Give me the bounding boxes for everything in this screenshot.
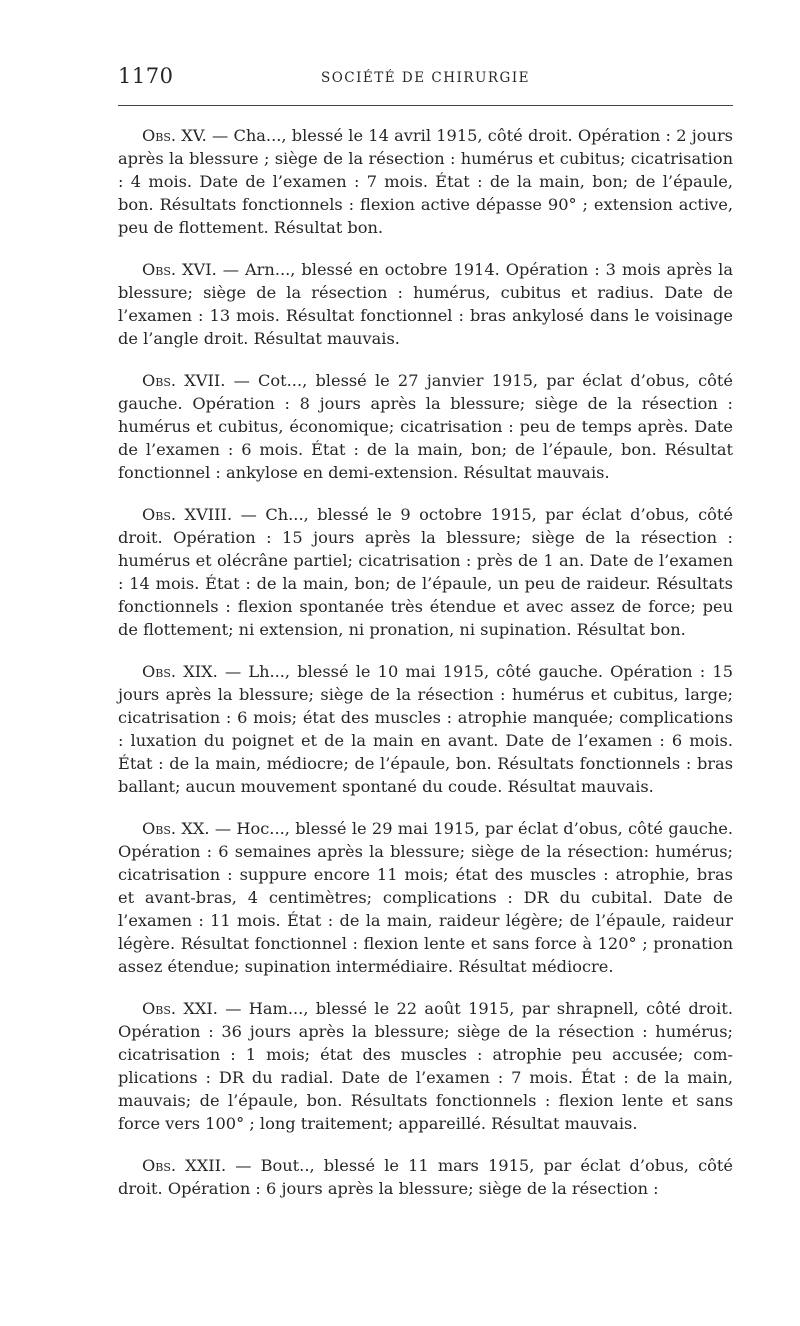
observation-19 bbox=[118, 660, 733, 798]
observation-15 bbox=[118, 124, 733, 239]
body-text bbox=[118, 124, 733, 1219]
observation-21 bbox=[118, 997, 733, 1135]
page-header bbox=[118, 62, 733, 92]
observation-text: — Hoc..., blessé le 29 mai 1915, par éclat d’obus, côté gauche. Opération : 6 semaines après la blessure; siège de la résection: humérus; cicatrisation : suppure encore 11 mois; état des muscles : atrophie, bras et avant-bras, 4 centimètres; complications : DR du cubital. Date de l’examen : 11 mois. État : de la main, raideur légère; de l’épaule, raideur légère. Résultat fonctionnel : flexion lente et sans force à 120° ; pronation assez étendue; supination intermédiaire. Résultat médiocre. bbox=[118, 819, 733, 976]
observation-17 bbox=[118, 369, 733, 484]
observation-label: Obs. XVI. bbox=[142, 260, 217, 279]
observation-20 bbox=[118, 817, 733, 978]
observation-label: Obs. XV. bbox=[142, 126, 207, 145]
observation-text: — Cot..., blessé le 27 janvier 1915, par éclat d’obus, côté gauche. Opération : 8 jours après la blessure; siège de la résection : humérus et cubitus, économique; cicatrisation : peu de temps après. Date de l’examen : 6 mois. État : de la main, bon; de l’épaule, bon. Résultat fonctionnel : ankylose en demi-extension. Résultat mauvais. bbox=[118, 371, 733, 482]
observation-label: Obs. XXI. bbox=[142, 999, 218, 1018]
observation-16 bbox=[118, 258, 733, 350]
observation-text: — Cha..., blessé le 14 avril 1915, côté droit. Opération : 2 jours après la blessure ; siège de la résection : humérus et cubitus; cicatrisation : 4 mois. Date de l’examen : 7 mois. État : de la main, bon; de l’épaule, bon. Résultats fonctionnels : flexion active dépasse 90° ; extension active, peu de flottement. Résultat bon. bbox=[118, 126, 733, 237]
observation-text: — Bout.., blessé le 11 mars 1915, par éclat d’obus, côté droit. Opération : 6 jours après la blessure; siège de la résection : bbox=[118, 1156, 733, 1198]
running-title: SOCIÉTÉ DE CHIRURGIE bbox=[320, 70, 531, 86]
observation-label: Obs. XIX. bbox=[142, 662, 218, 681]
observation-22 bbox=[118, 1154, 733, 1200]
observation-text: — Lh..., blessé le 10 mai 1915, côté gauche. Opération : 15 jours après la blessure; siège de la résection : humérus et cubitus, large; cicatrisation : 6 mois; état des muscles : atrophie manquée; complications : luxation du poignet et de la main en avant. Date de l’examen : 6 mois. État : de la main, médiocre; de l’épaule, bon. Résultats fonctionnels : bras ballant; aucun mouvement spontané du coude. Résultat mauvais. bbox=[118, 662, 733, 796]
observation-text: — Ch..., blessé le 9 octobre 1915, par éclat d’obus, côté droit. Opération : 15 jours après la blessure; siège de la résection : humérus et olécrâne partiel; cicatrisation : près de 1 an. Date de l’examen : 14 mois. État : de la main, bon; de l’épaule, un peu de raideur. Résultats fonctionnels : flexion spontanée très étendue et avec assez de force; peu de flottement; ni extension, ni pronation, ni supination. Résultat bon. bbox=[118, 505, 733, 639]
observation-label: Obs. XVIII. bbox=[142, 505, 233, 524]
header-rule bbox=[118, 105, 733, 106]
observation-text: — Arn..., blessé en octobre 1914. Opération : 3 mois après la blessure; siège de la résection : humérus, cubitus et radius. Date de l’examen : 13 mois. Résultat fonctionnel : bras ankylosé dans le voisinage de l’angle droit. Résultat mauvais. bbox=[118, 260, 734, 348]
observation-18 bbox=[118, 503, 733, 641]
observation-label: Obs. XX. bbox=[142, 819, 210, 838]
observation-text: — Ham..., blessé le 22 août 1915, par shrapnell, côté droit. Opération : 36 jours après la blessure; siège de la résection : humérus; cicatrisation : 1 mois; état des muscles : atrophie peu accusée; complications : DR du radial. Date de l’examen : 7 mois. État : de la main, mauvais; de l’épaule, bon. Résultats fonctionnels : flexion lente et sans force vers 100° ; long traitement; appareillé. Résultat mauvais. bbox=[118, 999, 733, 1133]
observation-label: Obs. XVII. bbox=[142, 371, 226, 390]
page-number: 1170 bbox=[118, 64, 174, 88]
observation-label: Obs. XXII. bbox=[142, 1156, 227, 1175]
